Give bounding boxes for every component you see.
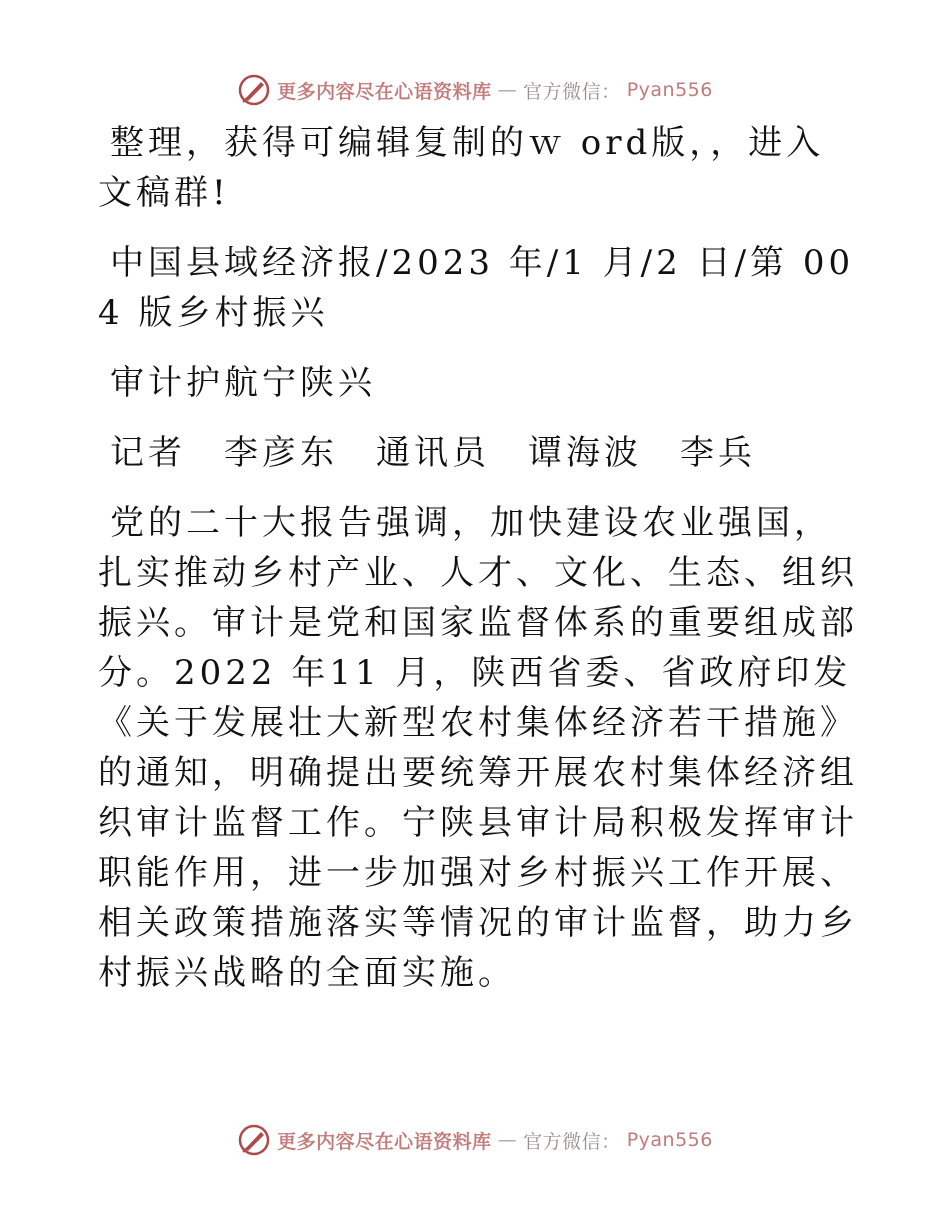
article-byline: 记者 李彦东 通讯员 谭海波 李兵 [110, 433, 756, 473]
quill-pen-logo-icon [237, 1123, 271, 1157]
document-body [98, 118, 858, 1018]
banner-wechat-id: Pyan556 [626, 79, 713, 101]
quill-pen-logo-icon [237, 73, 271, 107]
banner-site-name: 更多内容尽在心语资料库 [277, 1130, 492, 1153]
banner-dash: — [497, 79, 518, 101]
intro-paragraph: 整理，获得可编辑复制的ｗ ord版，，进入文稿群! [98, 123, 825, 213]
article-body-paragraph: 党的二十大报告强调，加快建设农业强国，扎实推动乡村产业、人才、文化、生态、组织振兴。审计是党和国家监督体系的重要组成部分。2022 年11 月，陕西省委、省政府印发《关于发展壮大新型农村集体经济若干措施》的通知，明确提出要统筹开展农村集体经济组织审计监督工作。宁陕县审计局积极发挥审计职能作用，进一步加强对乡村振兴工作开展、相关政策措施落实等情况的审计监督，助力乡村振兴战略的全面实施。 [98, 503, 858, 993]
source-line: 中国县域经济报/2023 年/1 月/2 日/第 004 版乡村振兴 [98, 243, 855, 333]
footer-watermark-banner [0, 1120, 950, 1160]
article-headline: 审计护航宁陕兴 [110, 363, 376, 403]
banner-dash: — [497, 1129, 518, 1151]
banner-site-name: 更多内容尽在心语资料库 [277, 80, 492, 103]
header-watermark-banner [0, 70, 950, 110]
banner-wechat-id: Pyan556 [626, 1129, 713, 1151]
banner-wechat-label: 官方微信： [523, 80, 621, 103]
banner-wechat-label: 官方微信： [523, 1130, 621, 1153]
